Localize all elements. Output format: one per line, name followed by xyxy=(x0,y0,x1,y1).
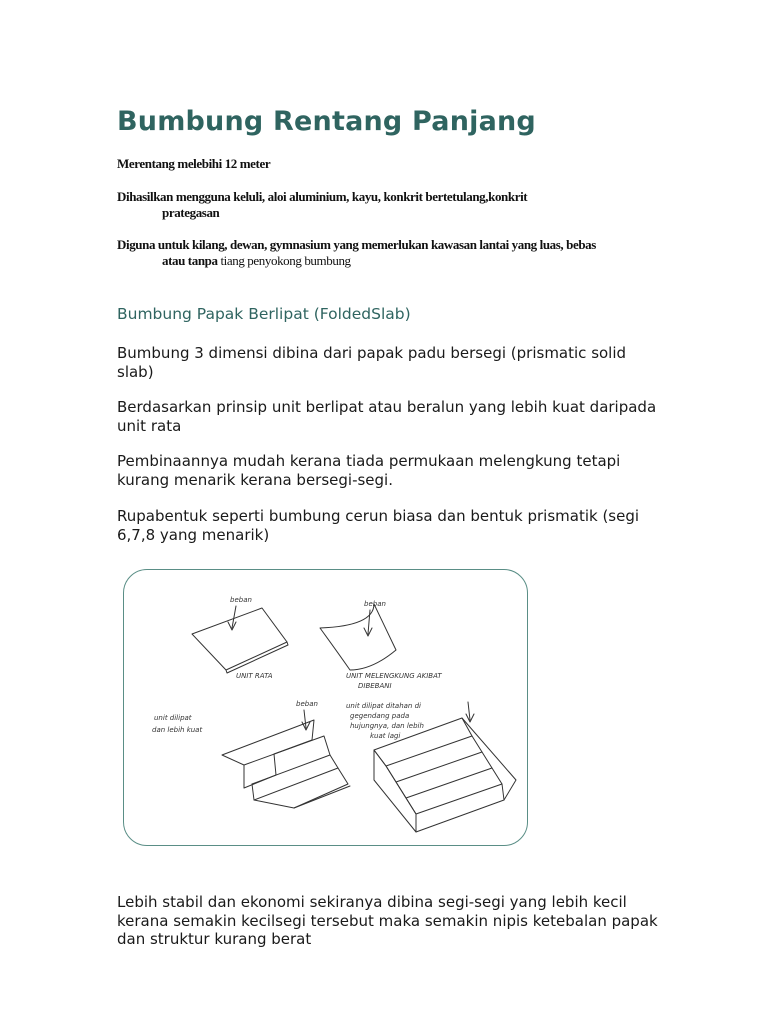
intro-materials-text-1: Dihasilkan mengguna keluli, aloi aluminium, kayu, konkrit bertetulang,konkrit xyxy=(117,189,528,204)
intro-usage-text-1: Diguna untuk kilang, dewan, gymnasium yang memerlukan kawasan lantai yang luas, bebas xyxy=(117,237,596,252)
label-load-2: beban xyxy=(364,600,386,608)
label-curved-unit-1: UNIT MELENGKUNG AKIBAT xyxy=(346,672,442,680)
label-flat-unit: UNIT RATA xyxy=(236,672,273,680)
label-curved-unit-2: DIBEBANI xyxy=(358,682,392,690)
folded-slab-sketch-figure xyxy=(123,569,528,846)
curved-slab-drawing xyxy=(320,604,396,670)
paragraph-5: Lebih stabil dan ekonomi sekiranya dibina segi-segi yang lebih kecil kerana semakin kecilsegi tersebut maka semakin nipis ketebalan papak dan struktur kurang berat xyxy=(117,893,658,948)
folded-slab-sketch xyxy=(124,570,528,846)
intro-usage-normal: tiang penyokong bumbung xyxy=(220,253,351,268)
intro-usage-line-2 xyxy=(117,253,596,269)
label-held-2: gegendang pada xyxy=(350,712,410,720)
paragraph-1: Bumbung 3 dimensi dibina dari papak padu bersegi (prismatic solid slab) xyxy=(117,344,627,381)
label-load-1: beban xyxy=(230,596,252,604)
paragraph-3: Pembinaannya mudah kerana tiada permukaan melengkung tetapi kurang menarik kerana bersegi-segi. xyxy=(117,452,621,489)
folded-slab-left-drawing xyxy=(222,710,350,808)
intro-span-text: Merentang melebihi 12 meter xyxy=(117,156,271,171)
flat-slab-drawing xyxy=(192,606,288,673)
intro-materials-text-2: prategasan xyxy=(162,205,220,220)
label-held-4: kuat lagi xyxy=(370,732,401,740)
paragraph-2: Berdasarkan prinsip unit berlipat atau beralun yang lebih kuat daripada unit rata xyxy=(117,398,657,435)
label-held-1: unit dilipat ditahan di xyxy=(346,702,421,710)
section-heading: Bumbung Papak Berlipat (FoldedSlab) xyxy=(117,305,411,323)
intro-line-materials xyxy=(117,189,527,221)
label-folded-2: dan lebih kuat xyxy=(152,726,203,734)
label-held-3: hujungnya, dan lebih xyxy=(350,722,424,730)
label-folded-1: unit dilipat xyxy=(154,714,192,722)
paragraph-4: Rupabentuk seperti bumbung cerun biasa dan bentuk prismatik (segi 6,7,8 yang menarik) xyxy=(117,507,640,544)
intro-line-span xyxy=(117,156,270,172)
page-title: Bumbung Rentang Panjang xyxy=(117,106,536,137)
label-load-3: beban xyxy=(296,700,318,708)
intro-usage-bold: atau tanpa xyxy=(162,253,218,268)
intro-line-usage xyxy=(117,237,596,269)
